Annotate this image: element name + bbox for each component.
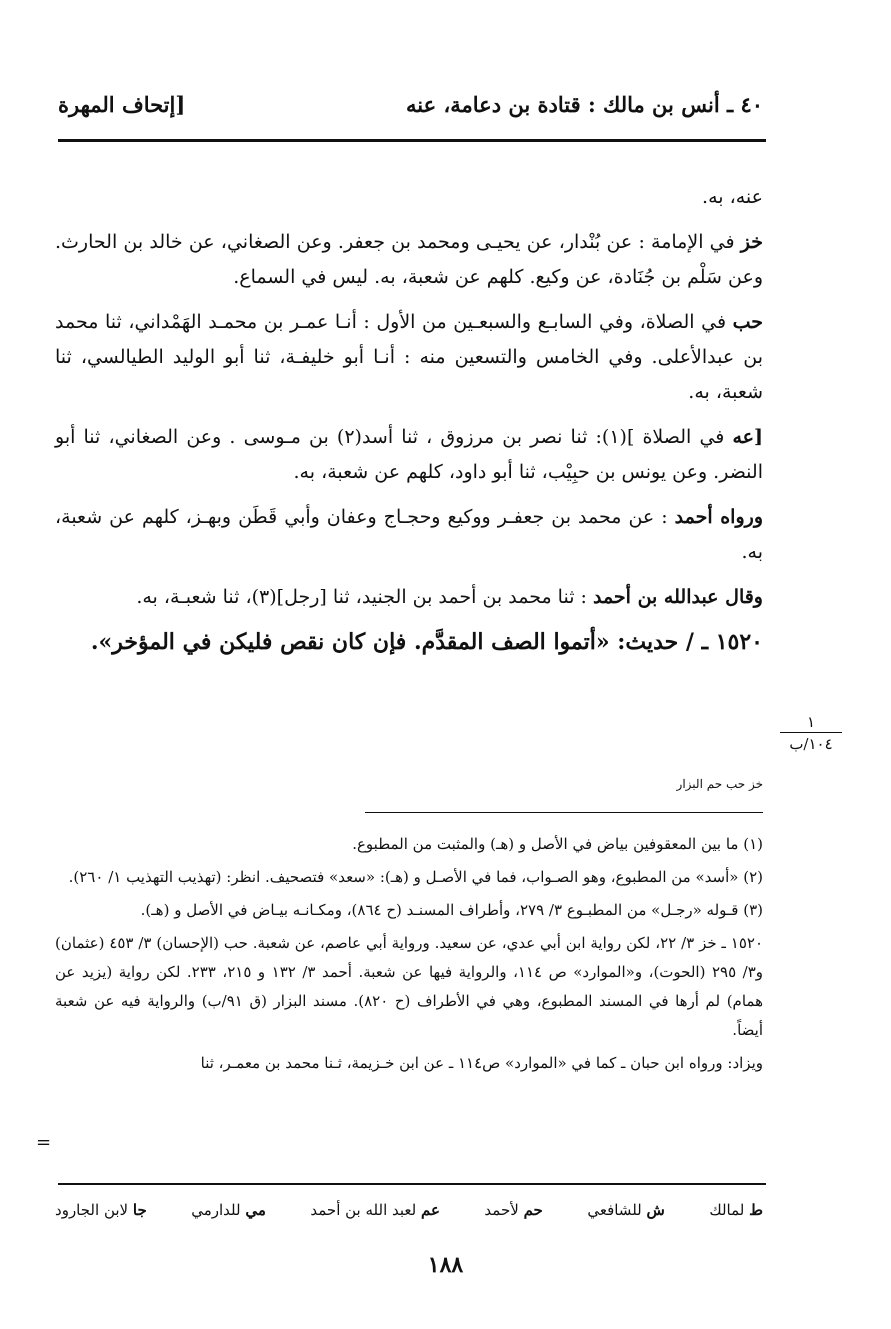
legend-item: ط لمالك [709,1201,763,1219]
header-rule [58,139,766,142]
page-number: ١٨٨ [427,1252,464,1278]
footnote-rule [365,812,763,813]
running-header-chapter: ٤٠ ـ أنس بن مالك : قتادة بن دعامة، عنه [406,92,763,117]
hadith-sources: خز حب حم البزار [676,777,763,791]
paragraph: ورواه أحمد : عن محمد بن جعفـر ووكيع وحجـاج وعفان وأبي قَطَن وبهـز، كلهم عن شعبة، به. [55,506,763,563]
footnotes [55,830,763,1082]
footnote: ١٥٢٠ ـ خز ٣/ ٢٢، لكن رواية ابن أبي عدي، عن سعيد. ورواية أبي عاصم، عن شعبة. حب (الإحسان) ٣/ ٤٥٣ (عثمان) و٣/ ٢٩٥ (الحوت)، و«الموارد» ص ١١٤، والرواية فيها عن شعبة. أحمد ٣/ ١٣٢ و ٢١٥، ٢٣٣. لكن رواية (يزيد عن همام) لم أرها في المسند المطبوع، وهي في الأطراف (ح ٨٢٠). مسند البزار (ق ٩١/ب) والرواية فيه عن شعبة أيضاً. [55,934,764,1039]
paragraph: وقال عبدالله بن أحمد : ثنا محمد بن أحمد بن الجنيد، ثنا [رجل](٣)، ثنا شعبـة، به. [136,586,763,608]
paragraph: خز في الإمامة : عن بُنْدار، عن يحيـى ومحمد بن جعفر. وعن الصغاني، عن خالد بن الحارث. وعن سَلْم بن جُنَادة، عن وكيع. كلهم عن شعبة، به. ليس في السماع. [55,231,763,288]
manuscript-folio-note [780,712,842,755]
legend-item: مي للدارمي [191,1201,266,1219]
running-header-book: [إتحاف المهرة [58,92,186,117]
footnote: ويزاد: ورواه ابن حبان ـ كما في «الموارد» ص١١٤ ـ عن ابن خـزيمة، ثـنا محمد بن معمـر، ثنا [200,1054,763,1072]
folio-reference: ١٠٤/ب [789,735,833,753]
main-text [55,180,763,660]
legend-item: حم لأحمد [484,1201,543,1219]
footnote: (١) ما بين المعقوفين بياض في الأصل و (هـ) والمثبت من المطبوع. [352,835,763,853]
legend-item: ش للشافعي [587,1201,665,1219]
legend-item: عم لعبد الله بن أحمد [310,1201,440,1219]
footnote: (٣) قـوله «رجـل» من المطبـوع ٣/ ٢٧٩، وأطراف المسنـد (ح ٨٦٤)، ومكـانـه بيـاض في الأصل و (هـ). [140,901,763,919]
legend-item: جا لابن الجارود [55,1201,147,1219]
paragraph: عنه، به. [702,186,763,208]
abbreviation-legend [55,1201,763,1219]
legend-rule [58,1183,766,1185]
paragraph: [عه في الصلاة ](١): ثنا نصر بن مرزوق ، ثنا أسد(٢) بن مـوسى . وعن الصغاني، ثنا أبو النضر. وعن يونس بن حبِيْب، ثنا أبو داود، كلهم عن شعبة، به. [55,426,763,483]
footnote: (٢) «أسد» من المطبوع، وهو الصـواب، فما في الأصـل و (هـ): «سعد» فتصحيف. انظر: (تهذيب التهذيب ١/ ٢٦٠). [68,868,763,886]
hadith-heading: ١٥٢٠ ـ / حديث: «أتموا الصف المقدَّم. فإن كان نقص فليكن في المؤخر». [90,629,763,655]
continuation-mark: = [36,1132,52,1153]
folio-marker: ١ [780,712,842,733]
paragraph: حب في الصلاة، وفي السابـع والسبعـين من الأول : أنـا عمـر بن محمـد الهَمْداني، ثنا محمد بن عبدالأعلى. وفي الخامس والتسعين منه : أنـا أبو خليفـة، ثنا أبو الوليد الطيالسي، ثنا شعبة، به. [55,311,763,403]
